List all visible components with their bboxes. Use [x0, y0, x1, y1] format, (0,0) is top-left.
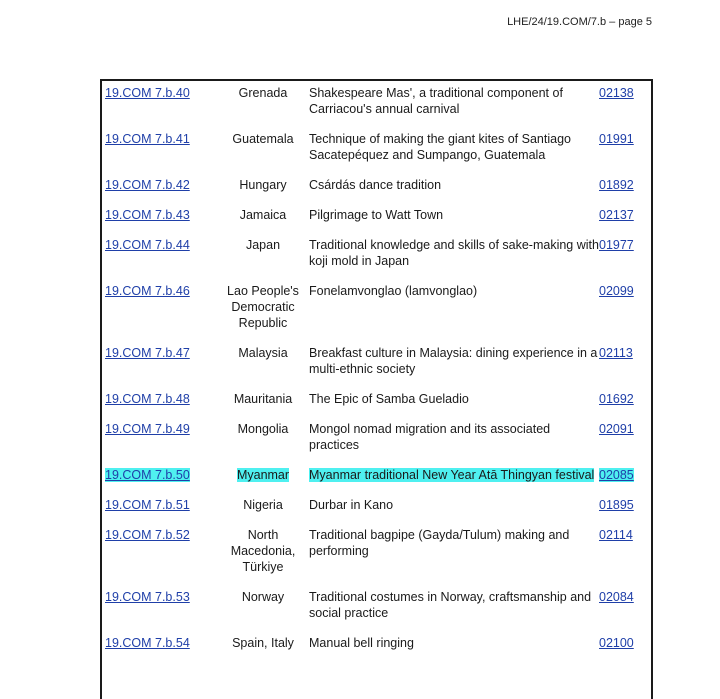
submitting-state: Malaysia	[238, 346, 288, 360]
submitting-state: Mongolia	[237, 422, 289, 436]
file-number-cell	[599, 345, 651, 391]
state-cell	[219, 421, 307, 467]
file-number-cell	[599, 283, 651, 345]
table-body	[102, 85, 651, 665]
submitting-state: Jamaica	[239, 208, 287, 222]
decision-ref-cell	[102, 237, 219, 283]
decision-ref-cell	[102, 131, 219, 177]
table-row	[102, 85, 651, 131]
element-title-cell	[307, 85, 599, 131]
table-row	[102, 635, 651, 665]
element-title-cell	[307, 237, 599, 283]
file-number-link[interactable]: 01895	[599, 498, 634, 512]
state-cell	[219, 177, 307, 207]
submitting-state: Norway	[241, 590, 285, 604]
table-row	[102, 527, 651, 589]
decision-ref-cell	[102, 85, 219, 131]
decision-ref-cell	[102, 589, 219, 635]
decision-ref-cell	[102, 467, 219, 497]
element-title-cell	[307, 391, 599, 421]
file-number-link[interactable]: 01692	[599, 392, 634, 406]
decision-ref-cell	[102, 345, 219, 391]
table-row	[102, 391, 651, 421]
file-number-link[interactable]: 02138	[599, 86, 634, 100]
file-number-cell	[599, 391, 651, 421]
decision-ref-link[interactable]: 19.COM 7.b.51	[105, 498, 190, 512]
element-title-cell	[307, 131, 599, 177]
decision-ref-link[interactable]: 19.COM 7.b.46	[105, 284, 190, 298]
table-row	[102, 207, 651, 237]
element-title-cell	[307, 421, 599, 467]
submitting-state: Lao People's Democratic Republic	[227, 284, 299, 330]
file-number-link[interactable]: 02091	[599, 422, 634, 436]
decision-ref-link[interactable]: 19.COM 7.b.54	[105, 636, 190, 650]
decision-ref-link[interactable]: 19.COM 7.b.49	[105, 422, 190, 436]
element-title: Traditional bagpipe (Gayda/Tulum) making and performing	[309, 528, 570, 558]
decision-ref-cell	[102, 391, 219, 421]
submitting-state: Hungary	[239, 178, 287, 192]
table-row	[102, 421, 651, 467]
state-cell	[219, 85, 307, 131]
decision-ref-link[interactable]: 19.COM 7.b.40	[105, 86, 190, 100]
submitting-state: Mauritania	[233, 392, 293, 406]
file-number-link[interactable]: 02085	[599, 468, 634, 482]
table-row	[102, 589, 651, 635]
submitting-state: Japan	[245, 238, 281, 252]
element-title: Technique of making the giant kites of Santiago Sacatepéquez and Sumpango, Guatemala	[309, 132, 571, 162]
submitting-state: Spain, Italy	[232, 636, 294, 650]
state-cell	[219, 345, 307, 391]
element-title: Pilgrimage to Watt Town	[309, 208, 444, 222]
decision-ref-cell	[102, 527, 219, 589]
decision-ref-link[interactable]: 19.COM 7.b.47	[105, 346, 190, 360]
state-cell	[219, 635, 307, 665]
table-row	[102, 345, 651, 391]
decision-ref-cell	[102, 635, 219, 665]
table-row	[102, 497, 651, 527]
element-title-cell	[307, 635, 599, 665]
state-cell	[219, 283, 307, 345]
file-number-cell	[599, 589, 651, 635]
submitting-state: Guatemala	[232, 132, 294, 146]
submitting-state: North Macedonia, Türkiye	[230, 528, 296, 574]
element-title: Traditional knowledge and skills of sake-making with koji mold in Japan	[309, 238, 599, 268]
decision-ref-link[interactable]: 19.COM 7.b.50	[105, 468, 190, 482]
decision-ref-link[interactable]: 19.COM 7.b.52	[105, 528, 190, 542]
file-number-link[interactable]: 02114	[599, 528, 633, 542]
element-title: Manual bell ringing	[309, 636, 414, 650]
submitting-state: Grenada	[238, 86, 288, 100]
element-title-cell	[307, 467, 599, 497]
state-cell	[219, 527, 307, 589]
decision-ref-link[interactable]: 19.COM 7.b.43	[105, 208, 190, 222]
page-reference: LHE/24/19.COM/7.b – page 5	[507, 16, 652, 28]
state-cell	[219, 467, 307, 497]
element-title-cell	[307, 497, 599, 527]
file-number-link[interactable]: 02100	[599, 636, 634, 650]
elements-table	[102, 85, 651, 665]
state-cell	[219, 497, 307, 527]
submitting-state: Myanmar	[236, 468, 290, 482]
table-row	[102, 131, 651, 177]
decision-ref-cell	[102, 283, 219, 345]
element-title: Myanmar traditional New Year Atā Thingyan festival	[309, 468, 595, 482]
element-title-cell	[307, 527, 599, 589]
element-title: Breakfast culture in Malaysia: dining experience in a multi-ethnic society	[309, 346, 598, 376]
file-number-link[interactable]: 01977	[599, 238, 634, 252]
state-cell	[219, 207, 307, 237]
file-number-link[interactable]: 02099	[599, 284, 634, 298]
table-row	[102, 283, 651, 345]
element-title: Csárdás dance tradition	[309, 178, 442, 192]
decision-ref-link[interactable]: 19.COM 7.b.44	[105, 238, 190, 252]
element-title: Fonelamvonglao (lamvonglao)	[309, 284, 478, 298]
file-number-cell	[599, 635, 651, 665]
element-title-cell	[307, 345, 599, 391]
element-title: Traditional costumes in Norway, craftsmanship and social practice	[309, 590, 592, 620]
decision-ref-cell	[102, 497, 219, 527]
element-title-cell	[307, 589, 599, 635]
decision-ref-link[interactable]: 19.COM 7.b.53	[105, 590, 190, 604]
file-number-cell	[599, 85, 651, 131]
element-title: The Epic of Samba Gueladio	[309, 392, 469, 406]
file-number-cell	[599, 497, 651, 527]
decision-ref-cell	[102, 207, 219, 237]
file-number-link[interactable]: 02084	[599, 590, 634, 604]
file-number-cell	[599, 177, 651, 207]
decision-ref-link[interactable]: 19.COM 7.b.42	[105, 178, 190, 192]
state-cell	[219, 237, 307, 283]
submitting-state: Nigeria	[243, 498, 283, 512]
decision-ref-link[interactable]: 19.COM 7.b.48	[105, 392, 190, 406]
file-number-cell	[599, 131, 651, 177]
file-number-cell	[599, 467, 651, 497]
element-title: Mongol nomad migration and its associated practices	[309, 422, 551, 452]
file-number-link[interactable]: 02137	[599, 208, 634, 222]
table-row	[102, 467, 651, 497]
state-cell	[219, 589, 307, 635]
element-title-cell	[307, 177, 599, 207]
file-number-cell	[599, 237, 651, 283]
file-number-cell	[599, 207, 651, 237]
file-number-cell	[599, 421, 651, 467]
element-title-cell	[307, 283, 599, 345]
state-cell	[219, 131, 307, 177]
file-number-link[interactable]: 02113	[599, 346, 633, 360]
element-title-cell	[307, 207, 599, 237]
state-cell	[219, 391, 307, 421]
file-number-link[interactable]: 01892	[599, 178, 634, 192]
table-row	[102, 237, 651, 283]
decision-ref-cell	[102, 177, 219, 207]
file-number-cell	[599, 527, 651, 589]
decision-ref-link[interactable]: 19.COM 7.b.41	[105, 132, 190, 146]
file-number-link[interactable]: 01991	[599, 132, 634, 146]
decision-ref-cell	[102, 421, 219, 467]
table-row	[102, 177, 651, 207]
element-title: Shakespeare Mas', a traditional component of Carriacou's annual carnival	[309, 86, 563, 116]
element-title: Durbar in Kano	[309, 498, 394, 512]
